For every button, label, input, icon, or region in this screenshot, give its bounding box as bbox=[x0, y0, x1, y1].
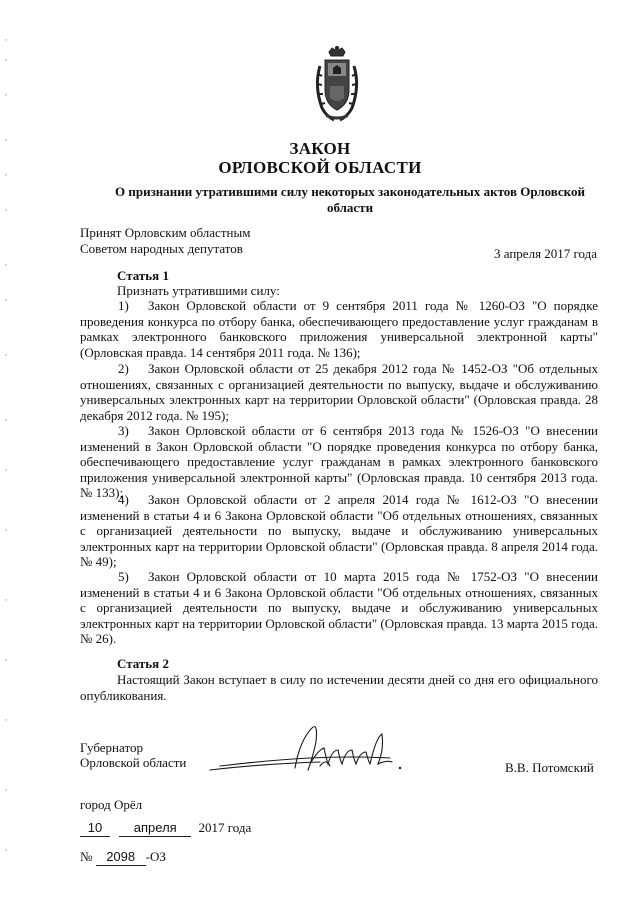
article-2-heading: Статья 2 bbox=[117, 656, 169, 671]
list-item-number: 5) bbox=[118, 569, 129, 584]
list-item-number: 2) bbox=[118, 361, 129, 376]
list-item-text: Закон Орловской области от 10 марта 2015 года № 1752-ОЗ "О внесении изменений в статьи 4 и 6 Закона Орловской области "Об отдельных отношениях, связанных с организацией деятельности по выпуску, выдаче и обслуживанию универсальных электронных карт на территории Орловской области" (Орловская правда. 13 марта 2015 года. № 26). bbox=[80, 569, 598, 647]
law-number-value: 2098 bbox=[96, 849, 146, 866]
adoption-line-2: Советом народных депутатов bbox=[80, 241, 243, 256]
signer-title-line-2: Орловской области bbox=[80, 755, 187, 770]
scan-margin-marks bbox=[4, 0, 8, 905]
list-item bbox=[80, 569, 598, 647]
law-number bbox=[80, 849, 166, 866]
signing-year: 2017 года bbox=[198, 820, 252, 835]
list-item-text: Закон Орловской области от 2 апреля 2014 года № 1612-ОЗ "О внесении изменений в статьи 4 и 6 Закона Орловской области "Об отдельных отношениях, связанных с организацией деятельности по выпуску, выдаче и обслуживанию универсальных электронных карт на территории Орловской области" (Орловская правда. 8 апреля 2014 года. № 49); bbox=[80, 492, 598, 570]
law-number-suffix: -ОЗ bbox=[145, 849, 166, 864]
article-1-intro: Признать утратившими силу: bbox=[117, 283, 280, 298]
signing-month: апреля bbox=[119, 820, 191, 837]
law-subtitle: О признании утратившими силу некоторых законодательных актов Орловской области bbox=[115, 184, 585, 215]
article-1-heading: Статья 1 bbox=[117, 268, 169, 283]
list-item-text: Закон Орловской области от 25 декабря 2012 года № 1452-ОЗ "Об отдельных отношениях, связанных с организацией деятельности по выпуску, выдаче и обслуживанию универсальных электронных карт на территории Орловской области" (Орловская правда. 28 декабря 2012 года. № 195); bbox=[80, 361, 598, 423]
city-name: город Орёл bbox=[80, 797, 143, 812]
list-item bbox=[80, 298, 598, 360]
list-item-number: 1) bbox=[118, 298, 129, 313]
signer-title-line-1: Губернатор bbox=[80, 740, 143, 755]
list-item bbox=[80, 361, 598, 423]
list-item-text: Закон Орловской области от 6 сентября 2013 года № 1526-ОЗ "О внесении изменений в Закон Орловской области "О порядке проведения конкурса по отбору банка, обеспечивающего предоставление услуг гражданам в рамках электронного банковского приложения универсальной электронной карты" (Орловская правда. 10 сентября 2013 года. № 133); bbox=[80, 423, 598, 501]
list-item-number: 4) bbox=[118, 492, 129, 507]
coat-of-arms-emblem bbox=[312, 46, 362, 124]
article-2-text: Настоящий Закон вступает в силу по истечении десяти дней со дня его официального опубликования. bbox=[80, 672, 598, 703]
signing-date bbox=[80, 820, 251, 837]
list-item bbox=[80, 492, 598, 570]
signer-name: В.В. Потомский bbox=[505, 760, 594, 775]
list-item-number: 3) bbox=[118, 423, 129, 438]
handwritten-signature bbox=[200, 720, 410, 790]
adoption-date: 3 апреля 2017 года bbox=[494, 246, 598, 261]
adoption-line-1: Принят Орловским областным bbox=[80, 225, 251, 240]
document-type: ЗАКОН bbox=[289, 139, 351, 158]
list-item bbox=[80, 423, 598, 501]
region-name: ОРЛОВСКОЙ ОБЛАСТИ bbox=[218, 158, 422, 177]
list-item-text: Закон Орловской области от 9 сентября 2011 года № 1260-ОЗ "О порядке проведения конкурса по отбору банка, обеспечивающего предоставление услуг гражданам в рамках электронного банковского приложения универсальной электронной карты" (Орловская правда. 14 сентября 2011 года. № 136); bbox=[80, 298, 598, 360]
law-number-prefix: № bbox=[80, 849, 93, 864]
signing-day: 10 bbox=[80, 820, 110, 837]
